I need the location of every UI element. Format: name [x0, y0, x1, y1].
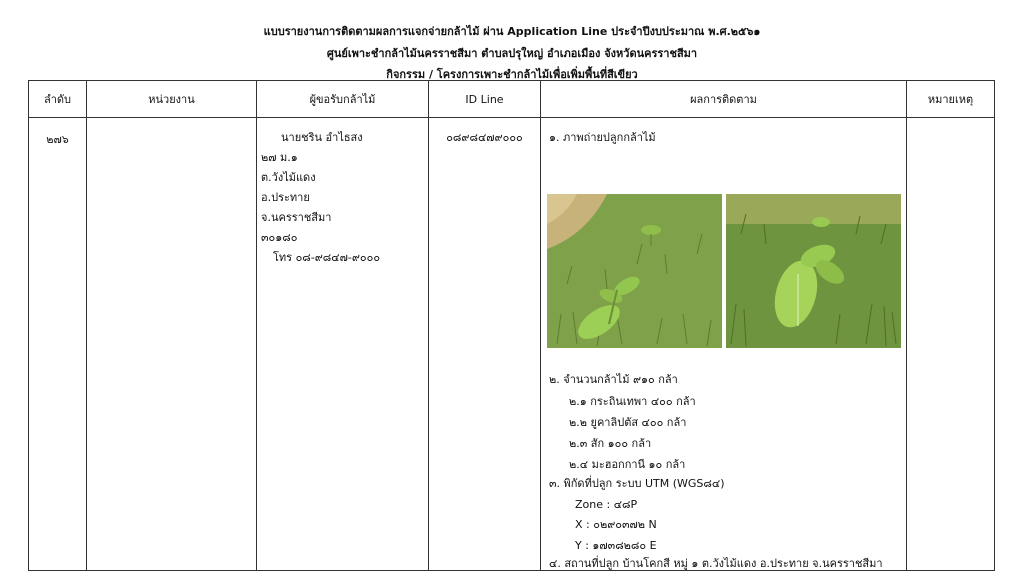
followup-quantity-2: ๒.๒ ยูคาลิปตัส ๔๐๐ กล้า	[569, 416, 687, 429]
col-header-remark: หมายเหตุ	[907, 81, 995, 118]
report-subtitle: ศูนย์เพาะชำกล้าไม้นครราชสีมา ตำบลปรุใหญ่ อำเภอเมือง จังหวัดนครราชสีมา	[326, 47, 698, 60]
cell-remark	[907, 118, 995, 571]
seedling-photo-1	[547, 194, 722, 348]
recipient-district: อ.ประทาย	[261, 191, 310, 204]
cell-idline: ๐๘๙๘๔๗๙๐๐๐	[429, 118, 541, 571]
followup-y: Y : ๑๗๓๘๒๘๐ E	[575, 539, 657, 552]
recipient-address: ๒๗ ม.๑	[261, 151, 298, 164]
followup-coordinates: ๓. พิกัดที่ปลูก ระบบ UTM (WGS๘๔)	[549, 477, 725, 490]
followup-quantity-4: ๒.๔ มะฮอกกานี ๑๐ กล้า	[569, 458, 686, 471]
report-table	[28, 80, 995, 571]
report-title: แบบรายงานการติดตามผลการแจกจ่ายกล้าไม้ ผ่าน Application Line ประจำปีงบประมาณ พ.ศ.๒๕๖๑	[263, 25, 761, 38]
col-header-followup: ผลการติดตาม	[541, 81, 907, 118]
col-header-agency: หน่วยงาน	[87, 81, 257, 118]
followup-zone: Zone : ๔๘P	[575, 498, 638, 511]
col-header-no: ลำดับ	[29, 81, 87, 118]
cell-recipient	[257, 118, 429, 571]
recipient-name: นายชริน อำไธสง	[281, 131, 363, 144]
cell-agency	[87, 118, 257, 571]
seedling-photo-1-image	[547, 194, 722, 348]
recipient-phone: โทร ๐๘-๙๘๔๗-๙๐๐๐	[273, 251, 381, 264]
cell-no: ๒๗๖	[29, 118, 87, 571]
cell-followup	[541, 118, 907, 571]
table-header-row	[29, 81, 995, 118]
followup-quantity-1: ๒.๑ กระถินเทพา ๔๐๐ กล้า	[569, 395, 696, 408]
followup-photo-heading: ๑. ภาพถ่ายปลูกกล้าไม้	[549, 131, 656, 144]
recipient-subdistrict: ต.วังไม้แดง	[261, 171, 316, 184]
followup-location: ๔. สถานที่ปลูก บ้านโคกสี หมู่ ๑ ต.วังไม้แดง อ.ประทาย จ.นครราชสีมา	[549, 557, 883, 570]
followup-quantity: ๒. จำนวนกล้าไม้ ๙๑๐ กล้า	[549, 373, 678, 386]
recipient-province: จ.นครราชสีมา	[261, 211, 332, 224]
recipient-postcode: ๓๐๑๘๐	[261, 231, 298, 244]
col-header-idline: ID Line	[429, 81, 541, 118]
followup-quantity-3: ๒.๓ สัก ๑๐๐ กล้า	[569, 437, 652, 450]
seedling-photo-2	[726, 194, 901, 348]
table-row	[29, 118, 995, 571]
seedling-photo-2-image	[726, 194, 901, 348]
report-activity: กิจกรรม / โครงการเพาะชำกล้าไม้เพื่อเพิ่มพื้นที่สีเขียว	[386, 68, 638, 81]
col-header-recipient: ผู้ขอรับกล้าไม้	[257, 81, 429, 118]
followup-x: X : ๐๒๙๐๓๗๒ N	[575, 518, 657, 531]
